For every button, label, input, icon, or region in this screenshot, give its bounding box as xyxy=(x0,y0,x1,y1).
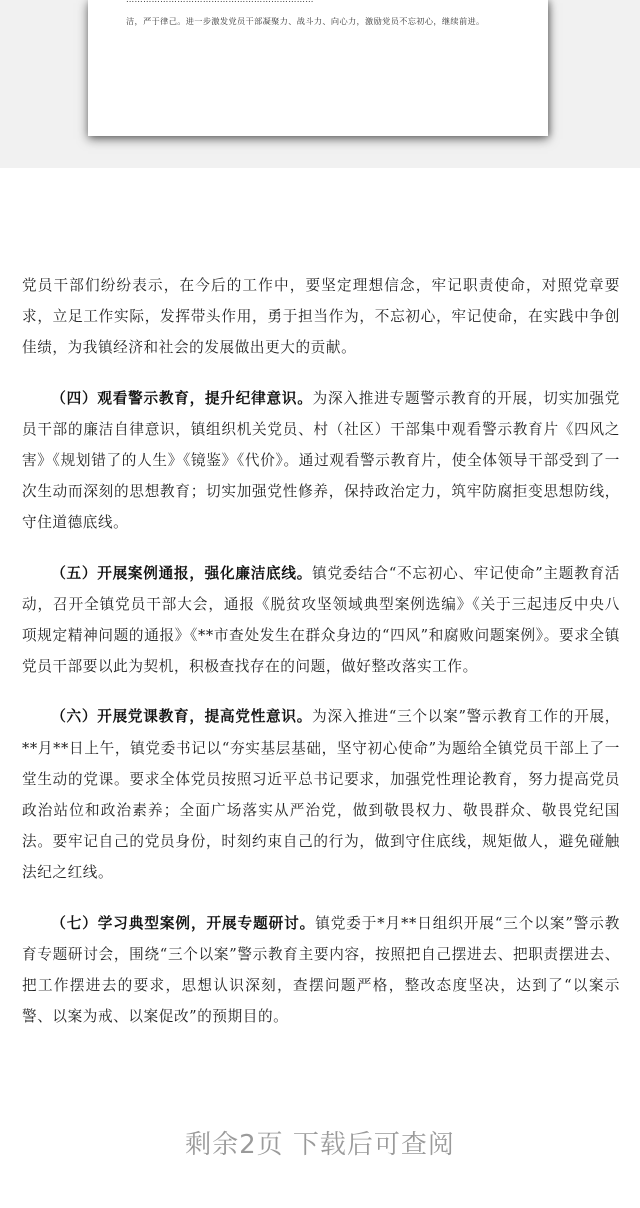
paragraph xyxy=(22,270,620,364)
section-heading: （六）开展党课教育，提高党性意识。 xyxy=(51,708,313,726)
paragraph xyxy=(22,383,620,539)
paragraph xyxy=(22,701,620,888)
preview-text-line xyxy=(126,0,314,4)
preview-text-line: 洁，严于律己。进一步激发党员干部凝聚力、战斗力、向心力，激励党员不忘初心，继续前进。 xyxy=(126,16,485,26)
paragraph-text: 镇党委结合“不忘初心、牢记使命”主题教育活动，召开全镇党员干部大会，通报《脱贫攻坚领域典型案例选编》《关于三起违反中央八项规定精神问题的通报》《**市查处发生在群众身边的“四风”和腐败问题案例》。要求全镇党员干部要以此为契机，积极查找存在的问题，做好整改落实工作。 xyxy=(22,564,620,676)
remaining-pages-notice[interactable]: 剩余2页 下载后可查阅 xyxy=(185,1130,455,1160)
paragraph-text: 为深入推进专题警示教育的开展，切实加强党员干部的廉洁自律意识，镇组织机关党员、村（社区）干部集中观看警示教育片《四风之害》《规划错了的人生》《镜鉴》《代价》。通过观看警示教育片，使全体领导干部受到了一次生动而深刻的思想教育；切实加强党性修养，保持政治定力，筑牢防腐拒变思想防线，守住道德底线。 xyxy=(22,389,620,532)
paragraph-text: 为深入推进“三个以案”警示教育工作的开展，**月**日上午，镇党委书记以“夯实基层基础，坚守初心使命”为题给全镇党员干部上了一堂生动的党课。要求全体党员按照习近平总书记要求，加强党性理论教育，努力提高党员政治站位和政治素养；全面广场落实从严治党，做到敬畏权力、敬畏群众、敬畏党纪国法。要牢记自己的党员身份，时刻约束自己的行为，做到守住底线，规矩做人，避免碰触法纪之红线。 xyxy=(22,708,620,882)
paragraph-text: 党员干部们纷纷表示，在今后的工作中，要坚定理想信念，牢记职责使命，对照党章要求，立足工作实际，发挥带头作用，勇于担当作为，不忘初心，牢记使命，在实践中争创佳绩，为我镇经济和社会的发展做出更大的贡献。 xyxy=(22,277,620,357)
document-body xyxy=(22,270,620,1051)
paragraph xyxy=(22,558,620,683)
section-heading: （五）开展案例通报，强化廉洁底线。 xyxy=(51,564,313,582)
section-heading: （七）学习典型案例，开展专题研讨。 xyxy=(51,914,316,932)
section-heading: （四）观看警示教育，提升纪律意识。 xyxy=(51,389,313,407)
document-preview-area xyxy=(0,0,640,168)
paragraph-text: 镇党委于*月**日组织开展“三个以案”警示教育专题研讨会，围绕“三个以案”警示教育主要内容，按照把自己摆进去、把职责摆进去、把工作摆进去的要求，思想认识深刻，查摆问题严格，整改态度坚决，达到了“以案示警、以案为戒、以案促改”的预期目的。 xyxy=(22,914,621,1026)
paragraph xyxy=(22,908,620,1033)
